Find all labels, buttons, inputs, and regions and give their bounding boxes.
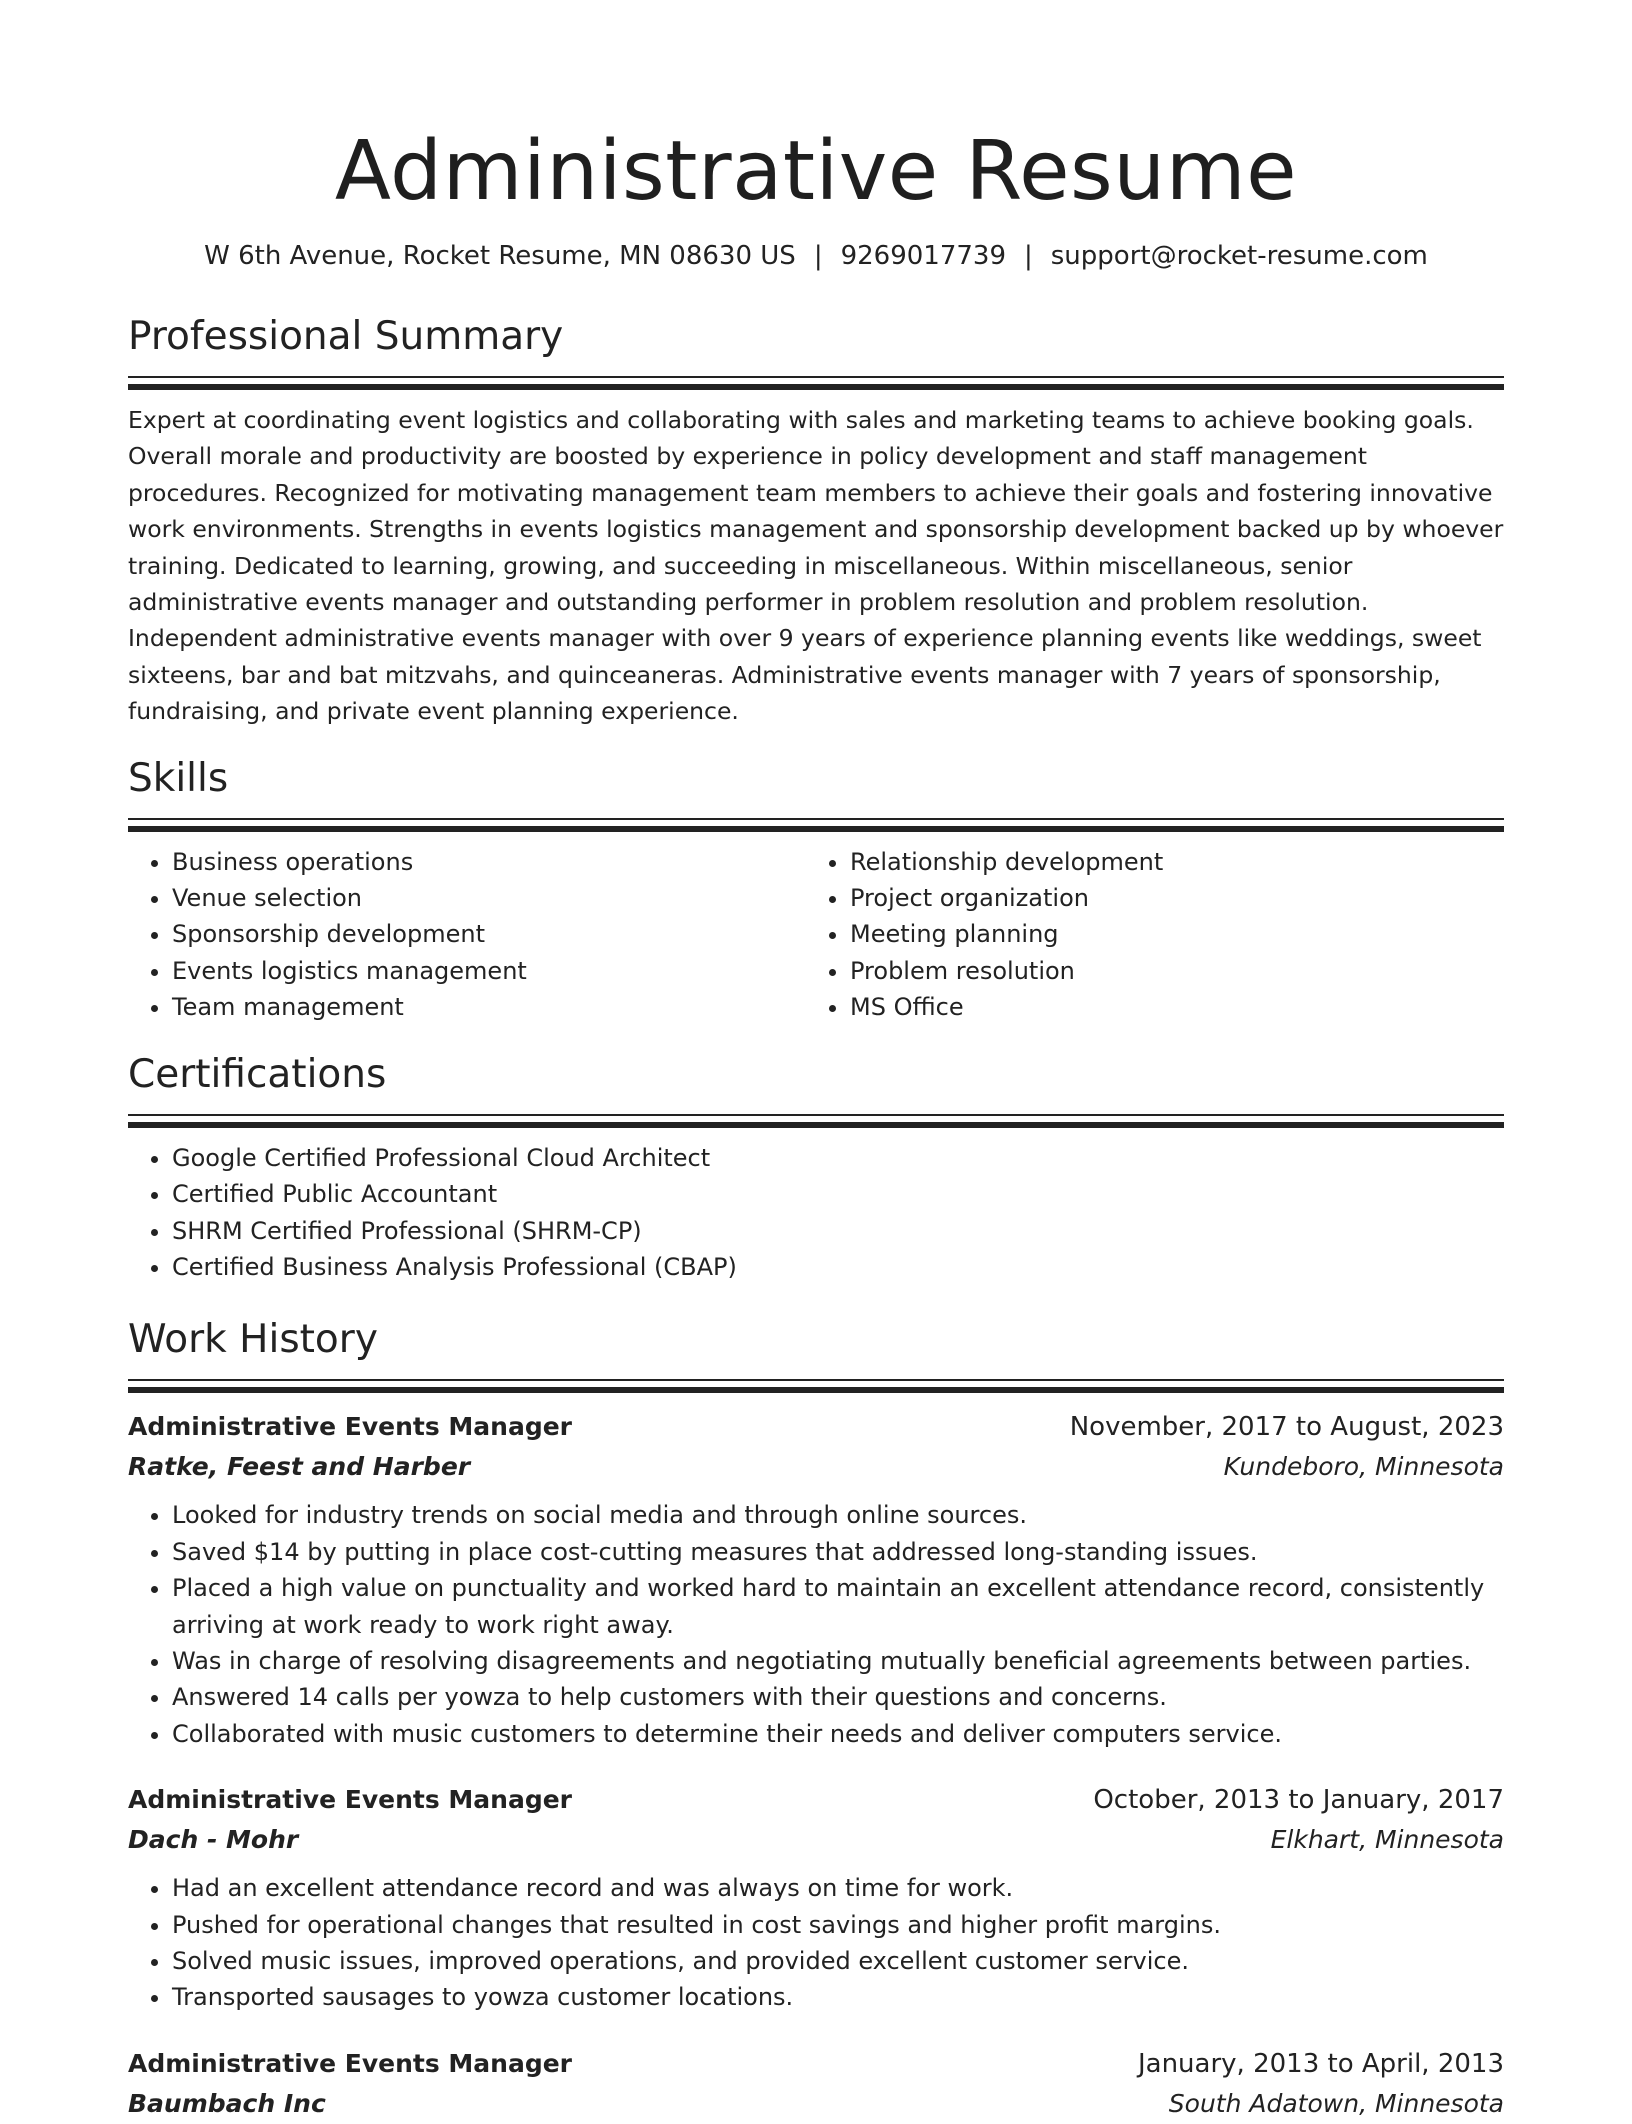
job-header xyxy=(128,2044,1504,2084)
skill-item: • Business operations xyxy=(172,844,806,880)
work-history-section xyxy=(128,1315,1504,2123)
job-dates: October, 2013 to January, 2017 xyxy=(1093,1785,1504,1816)
skills-list-right xyxy=(806,844,1484,1026)
skill-item: • Events logistics management xyxy=(172,953,806,989)
resume-title: Administrative Resume xyxy=(334,124,1298,219)
certification-item: • Certified Business Analysis Professional (CBAP) xyxy=(172,1249,1504,1285)
job-duty-item: • Pushed for operational changes that resulted in cost savings and higher profit margins. xyxy=(172,1907,1504,1943)
job-company: Ratke, Feest and Harber xyxy=(128,1452,471,1482)
summary-heading: Professional Summary xyxy=(128,314,564,359)
skill-item: • Problem resolution xyxy=(850,953,1484,989)
section-rule xyxy=(128,384,1504,390)
job-location: Elkhart, Minnesota xyxy=(1270,1825,1504,1855)
job-title: Administrative Events Manager xyxy=(128,1412,572,1442)
work-history-heading: Work History xyxy=(128,1317,378,1363)
job-company: Dach - Mohr xyxy=(128,1825,299,1855)
section-rule xyxy=(128,1122,1504,1128)
job-duties xyxy=(128,1497,1504,1752)
certification-item: • Certified Public Accountant xyxy=(172,1176,1504,1212)
certifications-section xyxy=(128,1050,1504,1286)
job-location: Kundeboro, Minnesota xyxy=(1223,1452,1504,1482)
section-rule xyxy=(128,826,1504,832)
job-subheader xyxy=(128,1447,1504,1487)
job-duty-item: • Solved music issues, improved operations, and provided excellent customer service. xyxy=(172,1943,1504,1979)
job-duties xyxy=(128,1870,1504,2016)
section-rule xyxy=(128,376,1504,378)
contact-phone: 9269017739 xyxy=(840,241,1006,271)
contact-separator: | xyxy=(813,241,823,271)
job-subheader xyxy=(128,1820,1504,1860)
summary-text: Expert at coordinating event logistics and collaborating with sales and marketing teams to achieve booking goals. Overall morale and productivity are boosted by experience in policy development and staff management procedures. Recognized for motivating management team members to achieve their goals and fostering innovative work environments. Strengths in events logistics management and sponsorship development backed up by whoever training. Dedicated to learning, growing, and succeeding in miscellaneous. Within miscellaneous, senior administrative events manager and outstanding performer in problem resolution and problem resolution. Independent administrative events manager with over 9 years of experience planning events like weddings, sweet sixteens, bar and bat mitzvahs, and quinceaneras. Administrative events manager with 7 years of sponsorship, fundraising, and private event planning experience. xyxy=(128,406,1504,726)
skill-item: • Relationship development xyxy=(850,844,1484,880)
job-entry xyxy=(128,1780,1504,2016)
job-duty-item: • Looked for industry trends on social media and through online sources. xyxy=(172,1497,1504,1533)
job-duty-item: • Was in charge of resolving disagreements and negotiating mutually beneficial agreements between parties. xyxy=(172,1643,1504,1679)
certification-item: • SHRM Certified Professional (SHRM-CP) xyxy=(172,1213,1504,1249)
skill-item: • Venue selection xyxy=(172,880,806,916)
certifications-heading: Certifications xyxy=(128,1051,387,1097)
section-rule xyxy=(128,818,1504,820)
skills-grid xyxy=(128,844,1504,1026)
job-duty-item: • Collaborated with music customers to determine their needs and deliver computers service. xyxy=(172,1716,1504,1752)
job-duty-item: • Saved $14 by putting in place cost-cutting measures that addressed long-standing issues. xyxy=(172,1534,1504,1570)
skill-item: • Sponsorship development xyxy=(172,916,806,952)
resume-page xyxy=(128,0,1504,2124)
job-title: Administrative Events Manager xyxy=(128,1785,572,1815)
summary-section xyxy=(128,312,1504,730)
section-rule xyxy=(128,1379,1504,1381)
skills-section xyxy=(128,754,1504,1026)
certification-item: • Google Certified Professional Cloud Architect xyxy=(172,1140,1504,1176)
job-dates: January, 2013 to April, 2013 xyxy=(1137,2048,1504,2079)
job-duty-item: • Transported sausages to yowza customer locations. xyxy=(172,1979,1504,2015)
contact-email: support@rocket-resume.com xyxy=(1050,241,1428,271)
section-rule xyxy=(128,1114,1504,1116)
skill-item: • Project organization xyxy=(850,880,1484,916)
job-location: South Adatown, Minnesota xyxy=(1168,2088,1504,2118)
job-subheader xyxy=(128,2084,1504,2124)
certifications-list xyxy=(128,1140,1504,1286)
job-title: Administrative Events Manager xyxy=(128,2048,572,2078)
job-duty-item: • Answered 14 calls per yowza to help customers with their questions and concerns. xyxy=(172,1679,1504,1715)
section-rule xyxy=(128,1387,1504,1393)
job-duty-item: • Placed a high value on punctuality and worked hard to maintain an excellent attendance record, consistently arriving at work ready to work right away. xyxy=(172,1570,1504,1643)
contact-separator: | xyxy=(1024,241,1033,271)
contact-line xyxy=(128,238,1504,274)
job-company: Baumbach Inc xyxy=(128,2088,326,2118)
skill-item: • Meeting planning xyxy=(850,916,1484,952)
job-entry xyxy=(128,1407,1504,1752)
job-duty-item: • Had an excellent attendance record and was always on time for work. xyxy=(172,1870,1504,1906)
skill-item: • Team management xyxy=(172,989,806,1025)
job-dates: November, 2017 to August, 2023 xyxy=(1069,1412,1504,1443)
skills-heading: Skills xyxy=(128,755,229,801)
skill-item: • MS Office xyxy=(850,989,1484,1025)
skills-list-left xyxy=(128,844,806,1026)
job-header xyxy=(128,1407,1504,1447)
job-header xyxy=(128,1780,1504,1820)
contact-address: W 6th Avenue, Rocket Resume, MN 08630 US xyxy=(204,241,796,271)
